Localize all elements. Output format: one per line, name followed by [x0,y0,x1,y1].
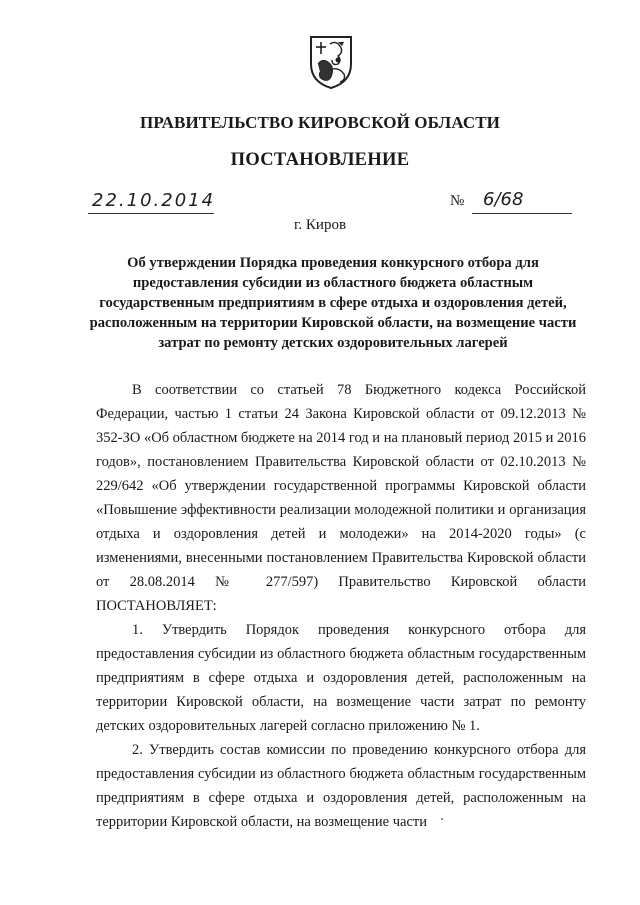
date-underline [88,213,214,214]
document-type: ПОСТАНОВЛЕНИЕ [230,150,410,170]
document-date: 22.10.2014 [92,190,216,211]
preamble-paragraph: В соответствии со статьей 78 Бюджетного кодекса Российской Федерации, частью 1 статьи 24 Закона Кировской области от 09.12.2013 № 352-ЗО «Об областном бюджете на 2014 год и на плановый период 2015 и 2016 годов», постановлением Правительства Кировской области от 02.10.2013 № 229/642 «Об утверждении государственной программы Кировской области «Повышение эффективности реализации молодежной политики и организация отдыха и оздоровления детей и молодежи» на 2014-2020 годы» (с изменениями, внесенными постановлением Правительства Кировской области от 28.08.2014 № 277/597) Правительство Кировской области ПОСТАНОВЛЯЕТ: [96,382,586,614]
scan-speck [441,818,443,820]
item-2-paragraph: 2. Утвердить состав комиссии по проведению конкурсного отбора для предоставления субсидии из областного бюджета областным государственным предприятиям в сфере отдыха и оздоровления детей, расположенным на территории Кировской области, на возмещение части [96,742,586,830]
number-underline [472,213,572,214]
document-number: 6/68 [483,189,524,210]
government-title: ПРАВИТЕЛЬСТВО КИРОВСКОЙ ОБЛАСТИ [140,113,500,132]
city: г. Киров [293,217,347,233]
document-subject: Об утверждении Порядка проведения конкурсного отбора для предоставления субсидии из областного бюджета областным государственным предприятиям в сфере отдыха и оздоровления детей, расположенным на территории Кировской области, на возмещение части затрат по ремонту детских оздоровительных лагерей [89,255,577,351]
item-1-paragraph: 1. Утвердить Порядок проведения конкурсного отбора для предоставления субсидии из областного бюджета областным государственным предприятиям в сфере отдыха и оздоровления детей, расположенным на территории Кировской области, на возмещение части затрат по ремонту детских оздоровительных лагерей согласно приложению № 1. [96,622,586,734]
kirov-coat-of-arms-icon [308,34,354,90]
number-sign: № [450,193,465,209]
document-body [96,378,586,834]
